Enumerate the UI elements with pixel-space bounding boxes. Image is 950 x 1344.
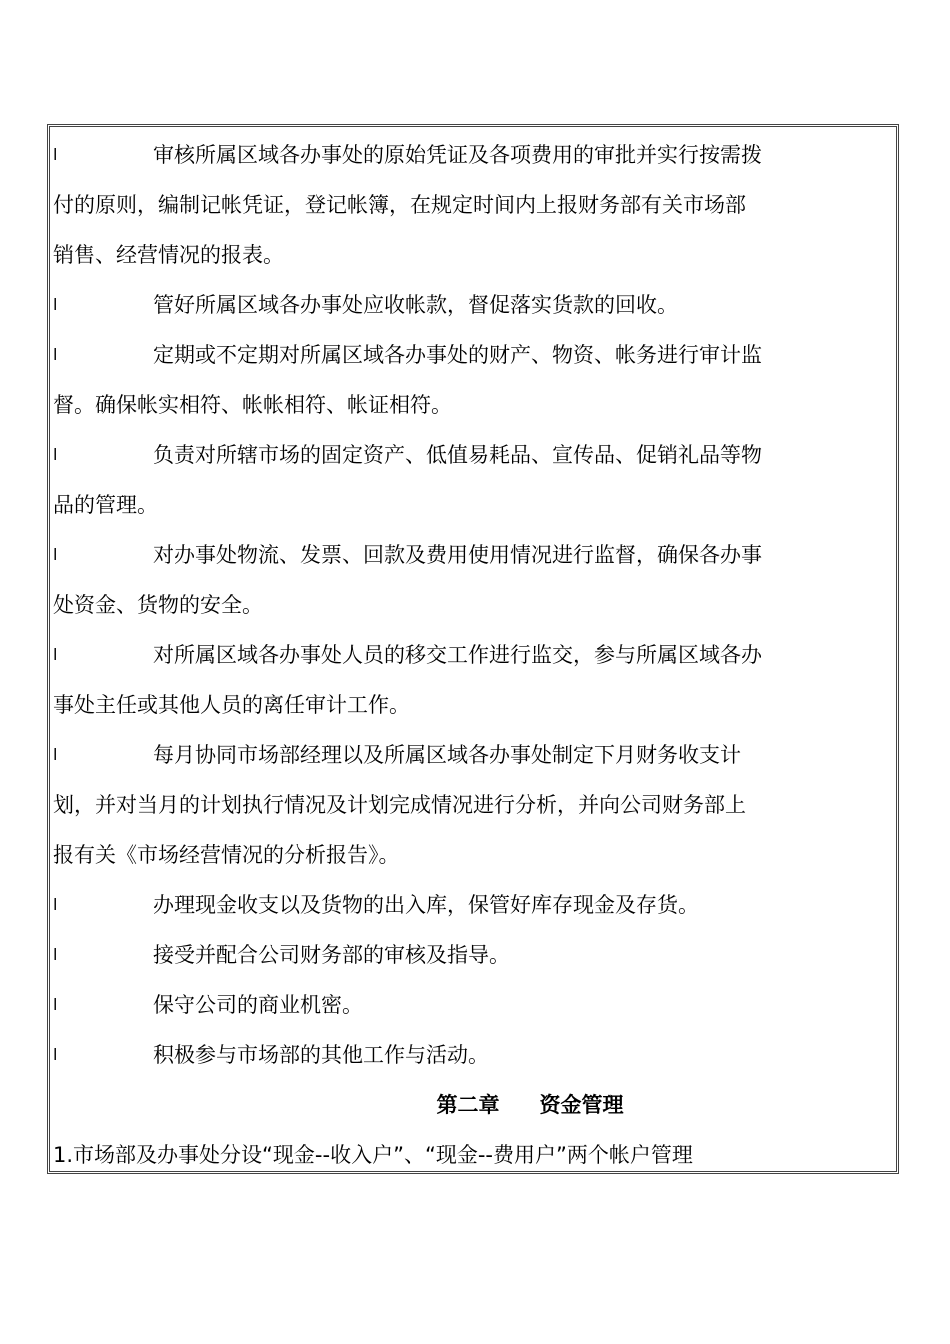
item-text-line: 管好所属区域各办事处应收帐款，督促落实货款的回收。 [153, 293, 678, 317]
item-text-line: 审核所属区域各办事处的原始凭证及各项费用的审批并实行按需拨 [153, 143, 762, 167]
bullet-marker: l [53, 545, 58, 564]
item-text-line: 对办事处物流、发票、回款及费用使用情况进行监督，确保各办事 [153, 543, 762, 567]
list-item [53, 430, 893, 530]
item-text-line: 品的管理。 [53, 493, 158, 517]
list-item [53, 630, 893, 730]
item-text-line: 接受并配合公司财务部的审核及指导。 [153, 943, 510, 967]
item-text-line: 报有关《市场经营情况的分析报告》。 [53, 843, 400, 867]
bullet-marker: l [53, 645, 58, 664]
item-text-line: 负责对所辖市场的固定资产、低值易耗品、宣传品、促销礼品等物 [153, 443, 762, 467]
list-item [53, 530, 893, 630]
item-text-line: 事处主任或其他人员的离任审计工作。 [53, 693, 410, 717]
chapter-heading [53, 1080, 893, 1130]
bullet-marker: l [53, 1045, 58, 1064]
bullet-marker: l [53, 995, 58, 1014]
list-item [53, 130, 893, 280]
list-item [53, 880, 893, 930]
document-frame [47, 124, 899, 1174]
bullet-marker: l [53, 445, 58, 464]
list-item [53, 330, 893, 430]
item-text-line: 定期或不定期对所属区域各办事处的财产、物资、帐务进行审计监 [153, 343, 762, 367]
bullet-marker: l [53, 745, 58, 764]
bullet-marker: l [53, 945, 58, 964]
item-text-line: 保守公司的商业机密。 [153, 993, 363, 1017]
item-text-line: 处资金、货物的安全。 [53, 593, 263, 617]
document-body [53, 130, 893, 1168]
item-text-line: 每月协同市场部经理以及所属区域各办事处制定下月财务收支计 [153, 743, 741, 767]
item-text-line: 办理现金收支以及货物的出入库，保管好库存现金及存货。 [153, 893, 699, 917]
item-text-line: 督。确保帐实相符、帐帐相符、帐证相符。 [53, 393, 452, 417]
list-item [53, 280, 893, 330]
list-item [53, 1030, 893, 1080]
item-text-line: 销售、经营情况的报表。 [53, 243, 284, 267]
bullet-marker: l [53, 295, 58, 314]
list-item [53, 930, 893, 980]
item-text-line: 积极参与市场部的其他工作与活动。 [153, 1043, 489, 1067]
chapter-number: 第二章 [436, 1093, 500, 1117]
item-text-line: 对所属区域各办事处人员的移交工作进行监交，参与所属区域各办 [153, 643, 762, 667]
bullet-marker: l [53, 345, 58, 364]
bullet-marker: l [53, 145, 58, 164]
clause-1: 1.市场部及办事处分设“现金--收入户”、“现金--费用户”两个帐户管理 [53, 1143, 693, 1167]
chapter-title: 资金管理 [539, 1093, 624, 1117]
list-item [53, 980, 893, 1030]
list-item [53, 730, 893, 880]
item-text-line: 付的原则，编制记帐凭证，登记帐簿，在规定时间内上报财务部有关市场部 [53, 193, 746, 217]
item-text-line: 划，并对当月的计划执行情况及计划完成情况进行分析，并向公司财务部上 [53, 793, 746, 817]
bullet-marker: l [53, 895, 58, 914]
